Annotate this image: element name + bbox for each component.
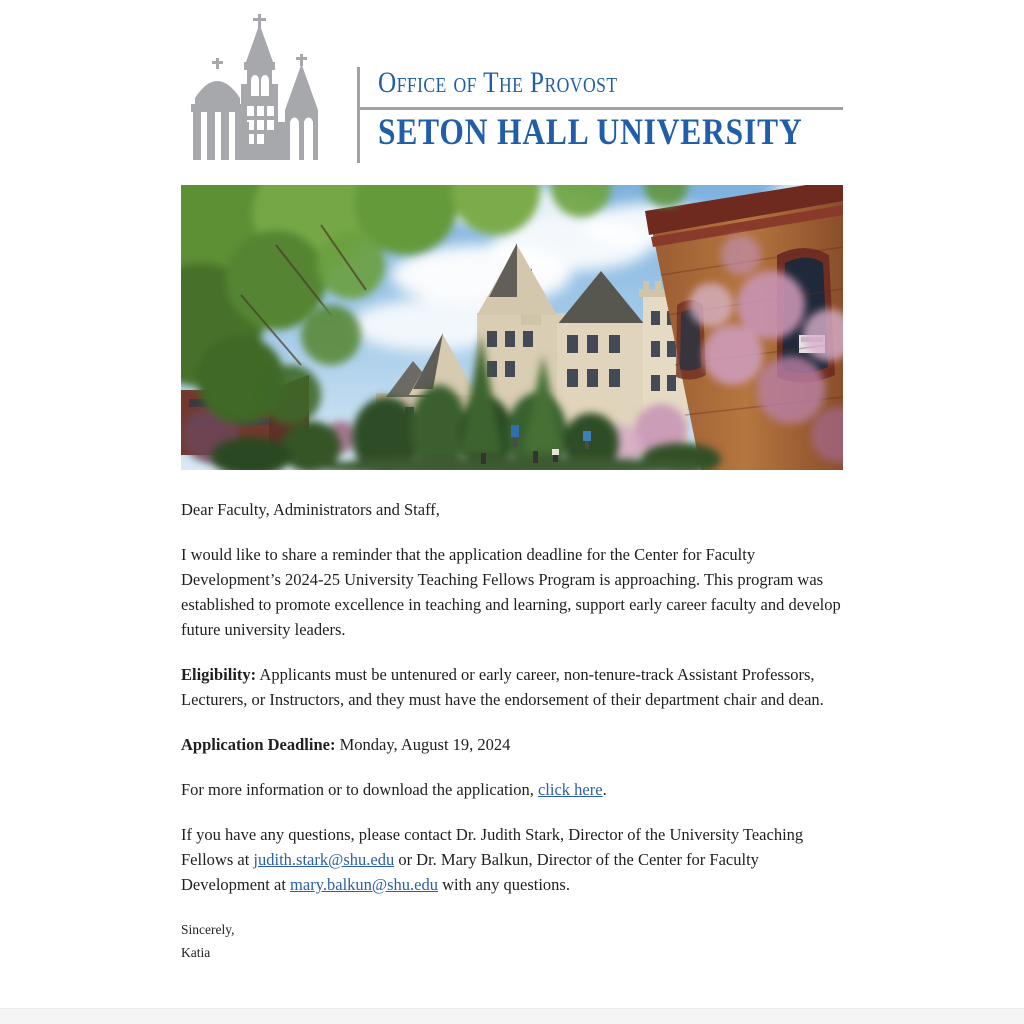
eligibility-label: Eligibility:: [181, 665, 257, 684]
more-info-period: .: [602, 780, 607, 799]
email-body: [181, 0, 843, 964]
brand-vertical-rule: [357, 67, 360, 163]
salutation: Dear Faculty, Administrators and Staff,: [181, 500, 440, 519]
contact-text-3: with any questions.: [437, 875, 570, 894]
signoff: [181, 918, 843, 964]
mary-balkun-email-link[interactable]: mary.balkun@shu.edu: [290, 875, 438, 894]
contact-text-2: or Dr. Mary Balkun, Director of the Center for Faculty Development at: [181, 850, 759, 894]
more-info-text: For more information or to download the application,: [181, 780, 538, 799]
brand-horizontal-rule: [357, 107, 843, 110]
paragraph-deadline: [181, 732, 843, 757]
cathedral-silhouette-icon: [181, 10, 345, 160]
brand-header: [181, 0, 843, 185]
closing: Sincerely,: [181, 922, 235, 937]
judith-stark-email-link[interactable]: judith.stark@shu.edu: [253, 850, 395, 869]
paragraph-reminder: I would like to share a reminder that the application deadline for the Center for Faculty Development’s 2024-25 University Teaching Fellows Program is approaching. This program was established to promote excellence in teaching and learning, support early career faculty and develop future university leaders.: [181, 545, 841, 639]
deadline-label: Application Deadline:: [181, 735, 336, 754]
click-here-link[interactable]: click here: [537, 780, 603, 799]
paragraph-contacts: [181, 822, 843, 897]
letter-body: [181, 497, 843, 964]
office-of-the-provost-label: Office of The Provost: [378, 66, 618, 99]
university-wordmark: SETON HALL UNIVERSITY: [378, 112, 803, 153]
eligibility-text: Applicants must be untenured or early career, non-tenure-track Assistant Professors, Lecturers, or Instructors, and they must have the endorsement of their department chair and dean.: [181, 665, 824, 709]
footer-band: [0, 1008, 1024, 1024]
signature: Katia: [181, 945, 211, 960]
paragraph-eligibility: [181, 662, 843, 712]
campus-photo: [181, 185, 843, 470]
contact-text-1: If you have any questions, please contact Dr. Judith Stark, Director of the University Teaching Fellows at: [181, 825, 804, 869]
deadline-date: Monday, August 19, 2024: [335, 735, 511, 754]
paragraph-more-info: [181, 777, 843, 802]
